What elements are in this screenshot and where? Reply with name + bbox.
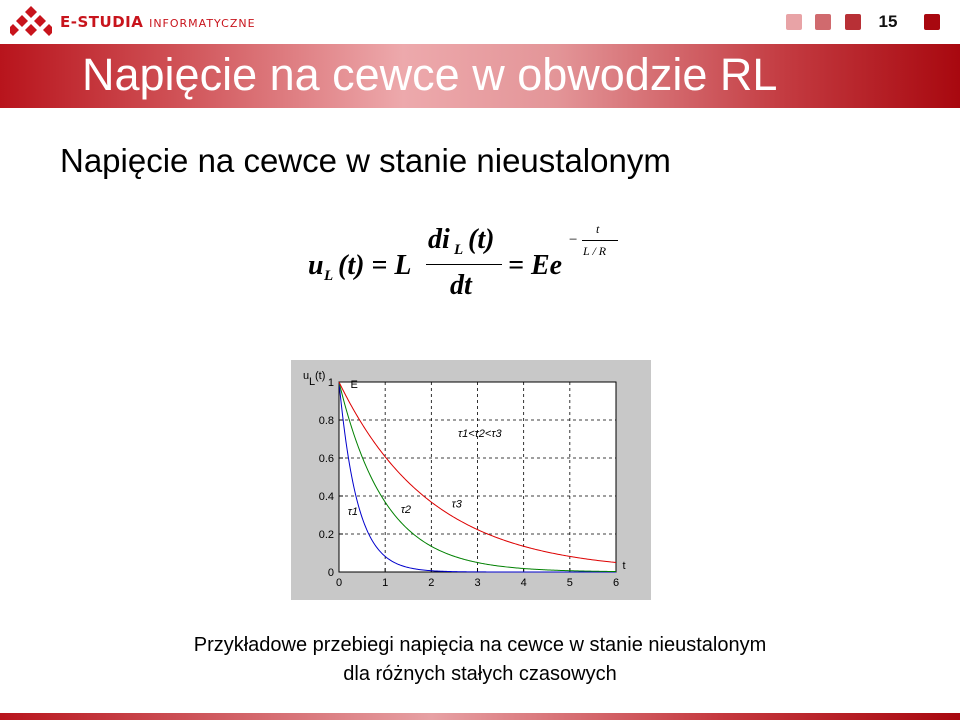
relation-label: τ1<τ2<τ3 [458, 428, 502, 441]
series-label-0: τ1 [347, 506, 358, 518]
e-label: E [350, 379, 358, 391]
x-axis-label: t [622, 560, 626, 572]
decay-chart [291, 360, 651, 600]
y-tick-label-4: 0.8 [318, 415, 334, 427]
logo-icon [10, 4, 52, 38]
formula-u: u [308, 250, 324, 281]
caption-line-1: Przykładowe przebiegi napięcia na cewce w stanie nieustalonym [193, 634, 767, 656]
x-tick-label-5: 5 [566, 577, 573, 589]
caption-line-2: dla różnych stałych czasowych [343, 663, 617, 685]
formula-exp-minus: − [568, 232, 579, 248]
exp-fraction-line [582, 240, 618, 241]
formula-rhs: = Ee [508, 250, 563, 281]
x-tick-label-6: 6 [612, 577, 620, 589]
x-tick-label-3: 3 [474, 577, 481, 589]
formula-exp-num: t [596, 222, 600, 236]
page-number: 15 [878, 12, 898, 31]
x-tick-label-0: 0 [335, 577, 343, 589]
y-axis-label-arg: (t) [315, 370, 326, 382]
formula-num-sub: L [454, 242, 464, 258]
y-tick-label-3: 0.6 [318, 453, 334, 465]
slide-subtitle: Napięcie na cewce w stanie nieustalonym [60, 142, 671, 179]
formula-denominator: dt [450, 270, 472, 301]
formula-num-arg: (t) [468, 224, 495, 255]
header-square-2 [815, 14, 831, 30]
plot-area [339, 382, 616, 572]
x-tick-label-1: 1 [382, 577, 389, 589]
header-square-4 [924, 14, 940, 30]
formula-u-sub: L [324, 268, 334, 284]
slide-title: Napięcie na cewce w obwodzie RL [82, 49, 778, 100]
y-axis-label: u [303, 370, 310, 382]
series-label-2: τ3 [451, 498, 462, 511]
y-tick-label-5: 1 [327, 377, 334, 389]
header-square-1 [786, 14, 802, 30]
chart-panel [291, 360, 651, 600]
y-tick-label-0: 0 [327, 567, 334, 579]
brand-name [60, 13, 256, 31]
header-square-3 [845, 14, 861, 30]
formula-lhs-arg: (t) = L [338, 250, 412, 281]
formula-numerator: di [428, 224, 450, 255]
y-tick-label-1: 0.2 [318, 529, 334, 541]
y-tick-label-2: 0.4 [318, 491, 334, 503]
brand-sub: INFORMATYCZNE [149, 17, 256, 30]
x-tick-label-4: 4 [520, 577, 527, 589]
x-tick-label-2: 2 [428, 577, 435, 589]
brand-main: E-STUDIA [60, 13, 144, 31]
fraction-line [426, 264, 502, 265]
series-label-1: τ2 [400, 504, 412, 517]
formula-exp-den: L / R [583, 244, 607, 258]
y-axis-label-sub: L [309, 376, 316, 388]
bottom-bar [0, 713, 960, 720]
formula [300, 222, 640, 308]
